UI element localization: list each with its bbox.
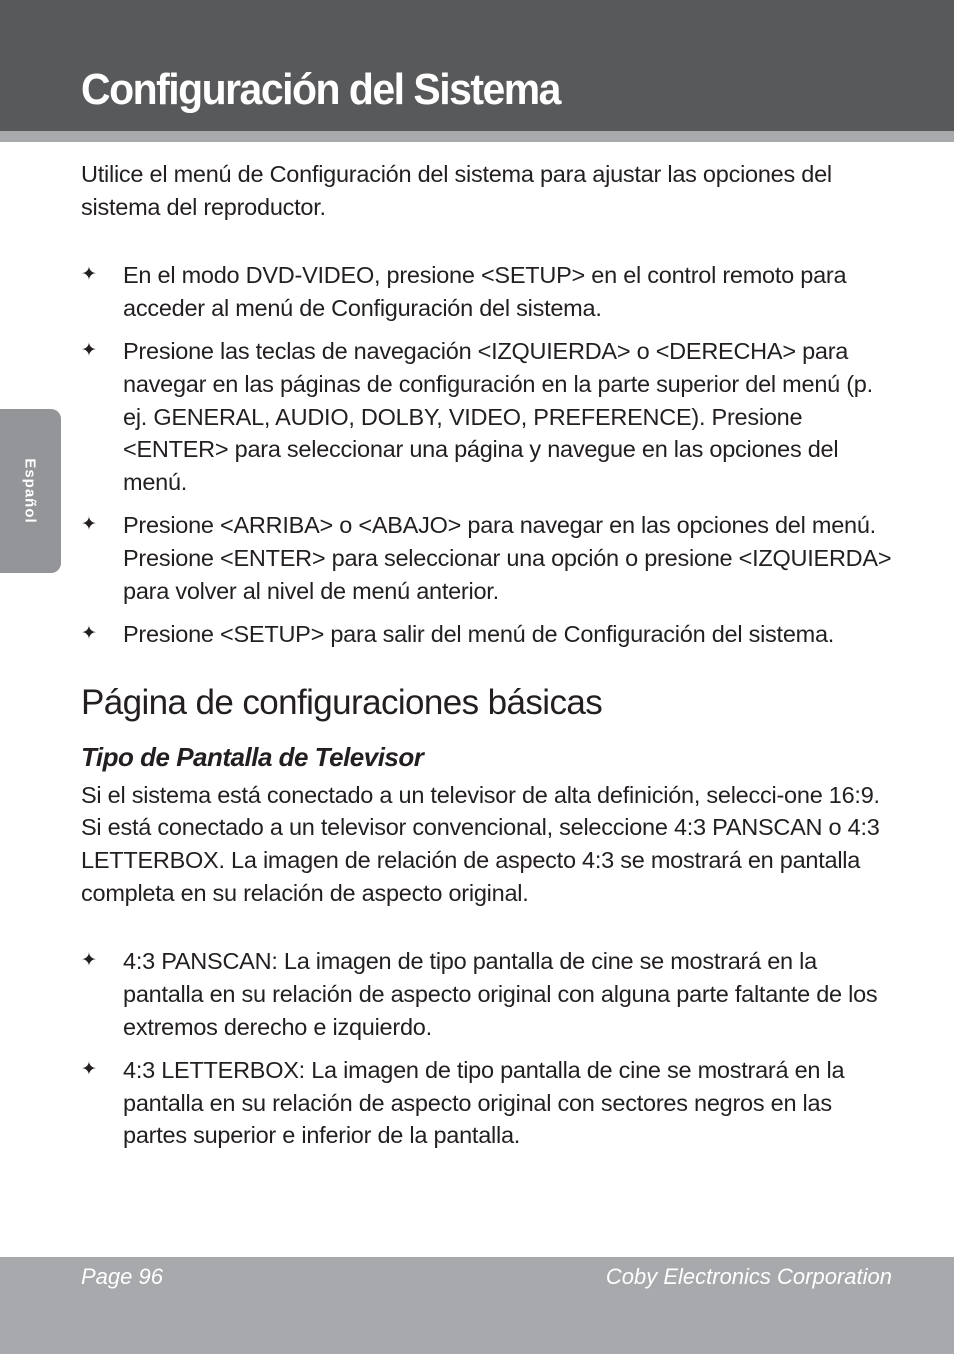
list-item-text: En el modo DVD-VIDEO, presione <SETUP> en el control remoto para acceder al menú de Configuración del sistema. <box>123 262 847 322</box>
header-divider <box>0 131 954 142</box>
list-item <box>81 1054 893 1152</box>
list-item <box>81 259 893 324</box>
list-item <box>81 618 893 651</box>
intro-paragraph: Utilice el menú de Configuración del sistema para ajustar las opciones del sistema del reproductor. <box>81 161 832 220</box>
section-body: Si el sistema está conectado a un televisor de alta definición, selecci-one 16:9. Si está conectado a un televisor convencional, seleccione 4:3 PANSCAN o 4:3 LETTERBOX. La imagen de relación de aspecto 4:3 se mostrará en pantalla completa en su relación de aspecto original. <box>81 781 880 906</box>
four-point-star-icon: ✦ <box>81 950 97 972</box>
setup-steps-list <box>81 259 893 650</box>
list-item <box>81 509 893 607</box>
main-content <box>81 158 893 1163</box>
section-heading: Página de configuraciones básicas <box>81 682 603 722</box>
list-item <box>81 335 893 499</box>
list-item-text: 4:3 LETTERBOX: La imagen de tipo pantalla de cine se mostrará en la pantalla en su relación de aspecto original con sectores negros en las partes superior e inferior de la pantalla. <box>123 1057 845 1149</box>
list-item-text: Presione <ARRIBA> o <ABAJO> para navegar en las opciones del menú. Presione <ENTER> para seleccionar una opción o presione <IZQUIERDA> para volver al nivel de menú anterior. <box>123 512 892 604</box>
four-point-star-icon: ✦ <box>81 514 97 536</box>
language-tab-label: Español <box>21 458 39 524</box>
list-item-text: 4:3 PANSCAN: La imagen de tipo pantalla de cine se mostrará en la pantalla en su relación de aspecto original con alguna parte faltante de los extremos derecho e izquierdo. <box>123 948 878 1040</box>
four-point-star-icon: ✦ <box>81 622 97 644</box>
list-item-text: Presione <SETUP> para salir del menú de Configuración del sistema. <box>123 620 835 647</box>
four-point-star-icon: ✦ <box>81 1059 97 1081</box>
aspect-options-list <box>81 945 893 1152</box>
four-point-star-icon: ✦ <box>81 340 97 362</box>
page-number: Page 96 <box>81 1264 163 1289</box>
company-name: Coby Electronics Corporation <box>605 1264 892 1289</box>
four-point-star-icon: ✦ <box>81 264 97 286</box>
subsection-heading: Tipo de Pantalla de Televisor <box>81 741 424 772</box>
list-item-text: Presione las teclas de navegación <IZQUIERDA> o <DERECHA> para navegar en las páginas de configuración en la parte superior del menú (p. ej. GENERAL, AUDIO, DOLBY, VIDEO, PREFERENCE). Presione <ENTER> para seleccionar una página y navegue en las opciones del menú. <box>123 338 873 496</box>
list-item <box>81 945 893 1043</box>
page-title: Configuración del Sistema <box>81 65 560 114</box>
